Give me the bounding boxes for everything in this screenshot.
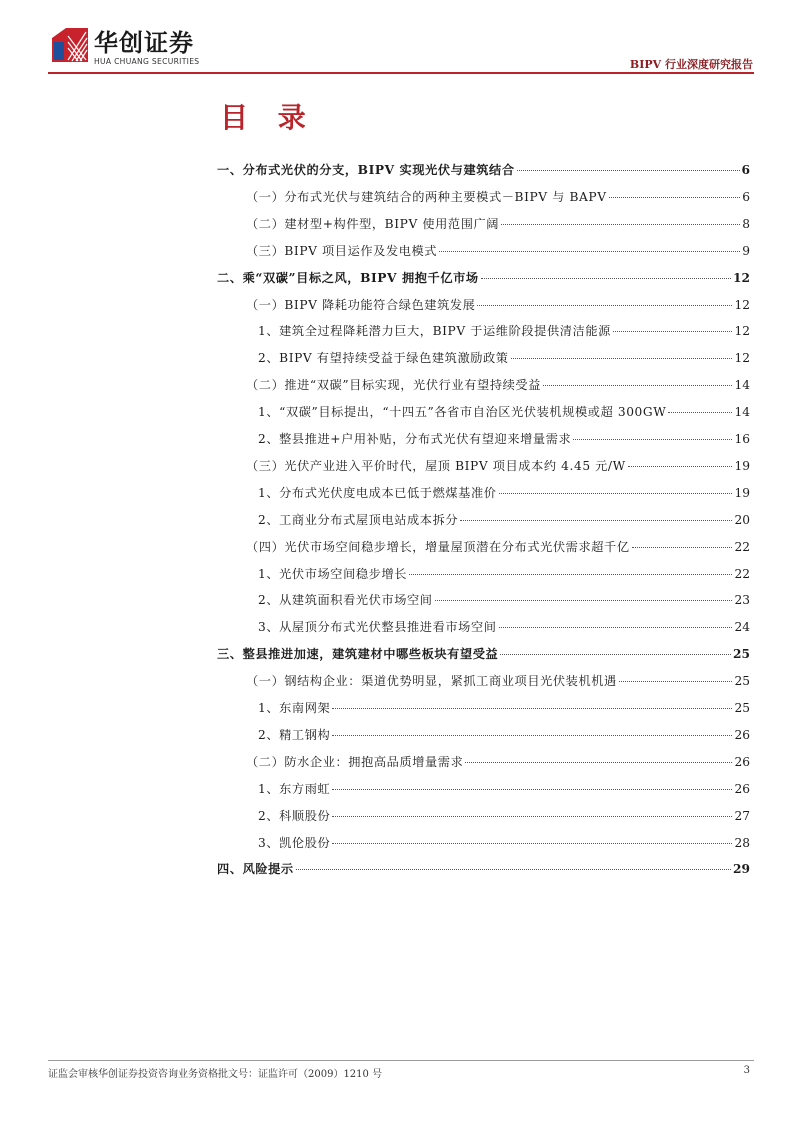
toc-dot-leader <box>619 680 733 682</box>
toc-entry-page: 22 <box>734 566 750 581</box>
toc-entry-title: （三）光伏产业进入平价时代，屋顶 BIPV 项目成本约 4.45 元/W <box>246 458 626 473</box>
toc-dot-leader <box>609 196 741 198</box>
toc-entry-title: 1、“双碳”目标提出，“十四五”各省市自治区光伏装机规模或超 300GW <box>258 405 667 420</box>
toc-dot-leader <box>332 734 732 736</box>
toc-dot-leader <box>409 573 732 575</box>
toc-dot-leader <box>668 411 732 413</box>
page-number: 3 <box>743 1065 750 1076</box>
toc-dot-leader <box>332 815 732 817</box>
footer-divider <box>48 1060 754 1061</box>
toc-entry-page: 14 <box>734 378 750 393</box>
toc-entry-page: 16 <box>734 432 750 446</box>
logo-english-name: HUA CHUANG SECURITIES <box>94 57 200 66</box>
toc-entry-page: 27 <box>734 808 750 823</box>
toc-entry[interactable] <box>258 698 750 718</box>
toc-entry[interactable] <box>246 537 750 557</box>
toc-entry-title: 四、风险提示 <box>217 862 294 877</box>
toc-entry-title: 1、东南网架 <box>258 701 331 715</box>
toc-entry[interactable] <box>246 214 750 234</box>
toc-entry[interactable] <box>246 671 750 691</box>
toc-dot-leader <box>465 761 732 763</box>
toc-entry-title: 2、整县推进+户用补贴，分布式光伏有望迎来增量需求 <box>258 432 572 446</box>
logo-chinese-name: 华创证券 <box>94 29 194 57</box>
toc-entry-title: （二）防水企业：拥抱高品质增量需求 <box>246 754 464 769</box>
toc-entry-page: 26 <box>734 781 750 796</box>
toc-entry-title: 一、分布式光伏的分支，BIPV 实现光伏与建筑结合 <box>217 163 515 177</box>
toc-dot-leader <box>632 546 733 548</box>
toc-entry-page: 12 <box>733 270 750 285</box>
toc-entry-page: 23 <box>734 593 750 608</box>
toc-entry-page: 20 <box>734 512 750 527</box>
toc-dot-leader <box>332 788 732 790</box>
toc-entry-title: 三、整县推进加速，建筑建材中哪些板块有望受益 <box>217 647 499 662</box>
toc-entry-page: 25 <box>734 674 750 689</box>
toc-entry[interactable] <box>258 429 750 449</box>
toc-entry-title: 3、从屋顶分布式光伏整县推进看市场空间 <box>258 620 497 635</box>
toc-dot-leader <box>481 277 731 279</box>
toc-entry-title: 1、建筑全过程降耗潜力巨大，BIPV 于运维阶段提供清洁能源 <box>258 324 611 339</box>
toc-entry-page: 12 <box>734 297 750 312</box>
toc-entry-page: 19 <box>734 458 750 473</box>
toc-entry[interactable] <box>246 752 750 772</box>
toc-entry[interactable] <box>246 295 750 315</box>
toc-entry[interactable] <box>246 187 750 207</box>
toc-dot-leader <box>517 169 740 171</box>
toc-entry-page: 6 <box>742 189 750 204</box>
report-title: BIPV 行业深度研究报告 <box>629 58 753 71</box>
toc-dot-leader <box>332 707 732 709</box>
toc-entry-page: 28 <box>734 835 750 850</box>
toc-entry[interactable] <box>258 833 750 853</box>
toc-entry[interactable] <box>258 779 750 799</box>
toc-entry[interactable] <box>258 806 750 826</box>
logo-mark-icon <box>52 28 88 62</box>
toc-dot-leader <box>573 438 732 440</box>
toc-entry-title: 1、东方雨虹 <box>258 781 331 796</box>
toc-entry-title: 2、科顺股份 <box>258 808 331 823</box>
toc-entry-title: （一）钢结构企业：渠道优势明显，紧抓工商业项目光伏装机机遇 <box>246 674 617 689</box>
toc-dot-leader <box>500 653 731 655</box>
toc-dot-leader <box>477 304 732 306</box>
toc-entry-page: 8 <box>742 216 750 231</box>
toc-entry[interactable] <box>217 160 750 180</box>
toc-dot-leader <box>439 250 740 252</box>
toc-entry-page: 6 <box>741 163 750 177</box>
toc-entry-page: 25 <box>734 701 750 715</box>
toc-entry-page: 24 <box>734 620 750 635</box>
toc-entry-page: 12 <box>734 324 750 339</box>
toc-entry-title: （二）建材型+构件型，BIPV 使用范围广阔 <box>246 216 500 231</box>
toc-dot-leader <box>628 465 733 467</box>
toc-entry-page: 25 <box>733 647 750 662</box>
header-divider <box>48 72 754 74</box>
footer-license-text: 证监会审核华创证券投资咨询业务资格批文号：证监许可（2009）1210 号 <box>48 1069 383 1080</box>
toc-dot-leader <box>460 519 732 521</box>
toc-entry[interactable] <box>258 590 750 610</box>
toc-entry-title: （四）光伏市场空间稳步增长，增量屋顶潜在分布式光伏需求超千亿 <box>246 539 630 554</box>
toc-title: 目 录 <box>220 101 316 134</box>
toc-entry[interactable] <box>217 268 750 288</box>
toc-entry-title: 2、工商业分布式屋顶电站成本拆分 <box>258 512 459 527</box>
toc-entry[interactable] <box>258 483 750 503</box>
toc-entry-title: 1、分布式光伏度电成本已低于燃煤基准价 <box>258 485 497 500</box>
toc-entry[interactable] <box>258 725 750 745</box>
toc-entry-page: 26 <box>734 754 750 769</box>
toc-entry[interactable] <box>258 617 750 637</box>
page-header <box>0 0 793 75</box>
toc-dot-leader <box>613 330 733 332</box>
toc-entry-title: 2、BIPV 有望持续受益于绿色建筑激励政策 <box>258 351 509 366</box>
toc-entry[interactable] <box>258 402 750 422</box>
toc-dot-leader <box>543 384 732 386</box>
toc-entry-page: 12 <box>734 351 750 366</box>
toc-entry[interactable] <box>246 241 750 261</box>
toc-dot-leader <box>296 868 731 870</box>
toc-entry[interactable] <box>246 375 750 395</box>
toc-entry-title: （三）BIPV 项目运作及发电模式 <box>246 243 438 258</box>
toc-entry-title: 2、从建筑面积看光伏市场空间 <box>258 593 433 608</box>
toc-entry[interactable] <box>217 644 750 664</box>
toc-entry-page: 9 <box>742 243 750 258</box>
toc-entry-page: 19 <box>734 485 750 500</box>
toc-entry-page: 14 <box>734 405 750 420</box>
toc-entry[interactable] <box>258 321 750 341</box>
toc-entry-title: （二）推进“双碳”目标实现，光伏行业有望持续受益 <box>246 378 541 393</box>
toc-entry-title: （一）分布式光伏与建筑结合的两种主要模式－BIPV 与 BAPV <box>246 189 607 204</box>
toc-entry[interactable] <box>258 348 750 368</box>
toc-entry-title: 二、乘“双碳”目标之风，BIPV 拥抱千亿市场 <box>217 270 479 285</box>
toc-dot-leader <box>332 842 732 844</box>
toc-dot-leader <box>499 626 733 628</box>
toc-entry[interactable] <box>217 859 750 879</box>
toc-dot-leader <box>501 223 740 225</box>
toc-entry-title: 2、精工钢构 <box>258 727 331 742</box>
toc-entry-title: （一）BIPV 降耗功能符合绿色建筑发展 <box>246 297 476 312</box>
toc-entry[interactable] <box>258 564 750 584</box>
toc-entry-page: 22 <box>734 539 750 554</box>
toc-dot-leader <box>499 492 733 494</box>
toc-entry[interactable] <box>246 456 750 476</box>
company-logo <box>52 28 202 68</box>
toc-entry-page: 26 <box>734 727 750 742</box>
toc-dot-leader <box>511 357 733 359</box>
toc-entry[interactable] <box>258 510 750 530</box>
toc-entry-title: 3、凯伦股份 <box>258 835 331 850</box>
toc-dot-leader <box>435 599 733 601</box>
toc-entry-page: 29 <box>733 862 750 877</box>
toc-entry-title: 1、光伏市场空间稳步增长 <box>258 566 408 581</box>
